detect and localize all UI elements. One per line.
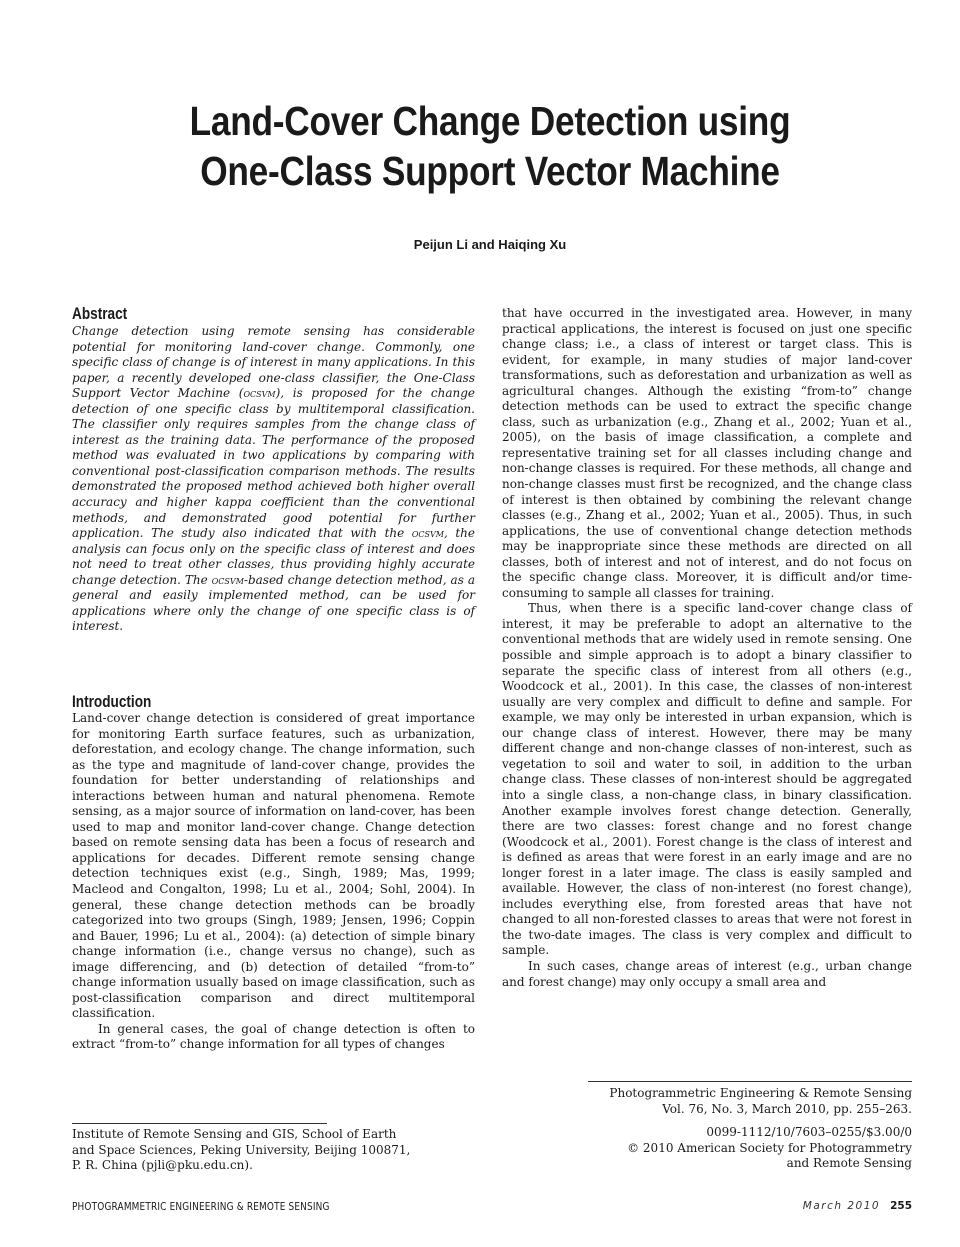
- running-footer-journal: PHOTOGRAMMETRIC ENGINEERING & REMOTE SENSING: [72, 1201, 330, 1213]
- abstract-text-c: , the analysis can focus only on the specific class of interest and does not need to treat other classes, thus providing highly accurate change detection. The: [72, 526, 476, 587]
- footer-date: March 2010: [802, 1200, 881, 1212]
- right-paragraph-2: Thus, when there is a specific land-cover change class of interest, it may be preferable to adopt an alternative to the conventional methods that are widely used in remote sensing. One possible and simple approach is to adopt a binary classifier to separate the specific class of interest from all others (e.g., Woodcock et al., 2001). In this case, the classes of non-interest usually are very complex and difficult to define and sample. For example, we may only be interested in urban expansion, which is our change class of interest. However, there may be many different change and non-change classes of non-interest, such as vegetation to soil and water to soil, in addition to the urban change class. These classes of non-interest should be aggregated into a single class, a non-change class, in binary classification. Another example involves forest change detection. Generally, there are two classes: forest change and no forest change (Woodcock et al., 2001). Forest change is the class of interest and is defined as areas that were forest in an early image and are no longer forest in a later image. The class is easily sampled and available. However, the class of non-interest (no forest change), includes everything else, from forested areas that have not changed to all non-forested classes to areas that were not forest in the two-date images. The class is very complex and difficult to sample.: [502, 601, 912, 958]
- copyright-line-2: and Remote Sensing: [786, 1156, 912, 1171]
- introduction-paragraph-1: Land-cover change detection is considered of great importance for monitoring Earth surface features, such as urbanization, deforestation, and ecology change. The change information, such as the type and magnitude of land-cover change, provides the foundation for better understanding of relationships and interactions between human and natural phenomena. Remote sensing, as a major source of information on land-cover, has been used to map and monitor land-cover change. Change detection based on remote sensing data has been a focus of research and applications for decades. Different remote sensing change detection techniques exist (e.g., Singh, 1989; Mas, 1999; Macleod and Congalton, 1998; Lu et al., 2004; Sohl, 2004). In general, these change detection methods can be broadly categorized into two groups (Singh, 1989; Jensen, 1996; Coppin and Bauer, 1996; Lu et al., 2004): (a) detection of simple binary change information (i.e., change versus no change), such as image differencing, and (b) detection of detailed “from-to” change information usually based on image classification, such as post-classification comparison and direct multitemporal classification.: [72, 711, 475, 1021]
- affiliation-line-1: Institute of Remote Sensing and GIS, School of Earth: [72, 1127, 397, 1141]
- right-paragraph-3: In such cases, change areas of interest (e.g., urban change and forest change) may only occupy a small area and: [502, 958, 912, 989]
- running-footer-right: [803, 1200, 912, 1212]
- acronym-ocsvm: ocsvm: [243, 386, 276, 401]
- paper-title-line-1: Land-Cover Change Detection using: [189, 98, 791, 144]
- journal-info-rule: [588, 1081, 912, 1082]
- authors: Peijun Li and Haiqing Xu: [413, 237, 567, 252]
- affiliation-note: [72, 1127, 410, 1174]
- journal-info: [609, 1086, 912, 1172]
- acronym-ocsvm: ocsvm: [411, 526, 444, 541]
- paper-title-line-2: One-Class Support Vector Machine: [200, 148, 780, 194]
- journal-volume: Vol. 76, No. 3, March 2010, pp. 255–263.: [662, 1101, 912, 1116]
- abstract-text-b: ), is proposed for the change detection of one specific class by multitemporal classification. The classifier only requires samples from the change class of interest as the training data. The performance of the proposed method was evaluated in two applications by comparing with conventional post-classification comparison methods. The results demonstrated the proposed method achieved both higher overall accuracy and higher kappa coefficient than the conventional methods, and demonstrated good potential for further application. The study also indicated that with the: [72, 386, 475, 541]
- right-column-body: [502, 306, 912, 990]
- affiliation-line-2: and Space Sciences, Peking University, Beijing 100871,: [72, 1142, 411, 1157]
- right-paragraph-1: that have occurred in the investigated area. However, in many practical applications, the interest is focused on just one specific change class; i.e., a class of interest or target class. This is evident, for example, in many studies of major land-cover transformations, such as deforestation and urbanization as well as agricultural changes. Although the existing “from-to” change detection methods can be used to extract the specific change class, such as urbanization (e.g., Zhang et al., 2002; Yuan et al., 2005), on the basis of image classification, a complete and representative training set for all classes including change and non-change classes is required. For these methods, all change and non-change classes must first be recognized, and the change class of interest is then obtained by combining the relevant change classes (e.g., Zhang et al., 2002; Yuan et al., 2005). Thus, in such applications, the use of conventional change detection methods may be inappropriate since these methods are directed on all classes, both of interest and not of interest, and do not focus on the specific change class. Moreover, it is difficult and/or time-consuming to sample all classes for training.: [502, 306, 912, 600]
- abstract-text-d: -based change detection method, as a general and easily implemented method, can be used for applications where only the change of one specific class is of interest.: [72, 572, 475, 634]
- acronym-ocsvm: ocsvm: [211, 572, 244, 587]
- journal-name: Photogrammetric Engineering & Remote Sensing: [609, 1086, 912, 1100]
- abstract-paragraph: [72, 324, 475, 635]
- footnote-rule: [72, 1123, 327, 1124]
- affiliation-line-3: P. R. China (pjli@pku.edu.cn).: [72, 1158, 253, 1173]
- introduction-heading: Introduction: [72, 692, 152, 711]
- abstract-text-a: Change detection using remote sensing has considerable potential for monitoring land-cover change. Commonly, one specific class of change is of interest in many applications. In this paper, a recently developed one-class classifier, the One-Class Support Vector Machine (: [72, 324, 475, 401]
- abstract-body: [72, 324, 475, 635]
- introduction-body: [72, 711, 475, 1053]
- copyright-line-1: © 2010 American Society for Photogrammetry: [627, 1140, 912, 1155]
- page-number: 255: [890, 1200, 912, 1212]
- introduction-paragraph-2: In general cases, the goal of change detection is often to extract “from-to” change information for all types of changes: [72, 1021, 475, 1052]
- paper-title: [120, 96, 860, 196]
- journal-code: 0099-1112/10/7603–0255/$3.00/0: [706, 1125, 912, 1140]
- abstract-heading: Abstract: [72, 304, 128, 323]
